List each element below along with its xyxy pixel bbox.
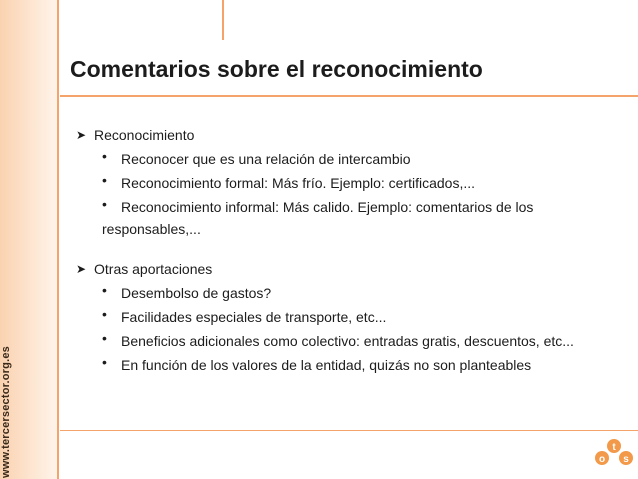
ots-logo-icon	[594, 436, 634, 476]
list-item	[76, 148, 616, 170]
list-item	[76, 306, 616, 328]
svg-text:s: s	[623, 454, 629, 465]
list-item-text: Facilidades especiales de transporte, etc...	[121, 309, 387, 325]
section-heading-text: Otras aportaciones	[94, 261, 213, 277]
list-item-text: En función de los valores de la entidad, quizás no son planteables	[121, 357, 532, 373]
top-accent-line	[222, 0, 224, 40]
dot-bullet-icon: •	[102, 196, 107, 212]
list-item-text: Reconocer que es una relación de intercambio	[121, 151, 411, 167]
list-item	[76, 282, 616, 304]
title-divider	[60, 95, 638, 97]
list-item	[76, 172, 616, 194]
dot-bullet-icon: •	[102, 306, 107, 322]
slide-title: Comentarios sobre el reconocimiento	[70, 56, 483, 82]
dot-bullet-icon: •	[102, 330, 107, 346]
dot-bullet-icon: •	[102, 282, 107, 298]
dot-bullet-icon: •	[102, 148, 107, 164]
slide-body	[76, 124, 616, 376]
list-item-text: Reconocimiento informal: Más calido. Ejemplo: comentarios de los	[121, 199, 534, 215]
arrow-bullet-icon: ➤	[76, 128, 87, 142]
list-item	[76, 196, 616, 218]
sidebar-divider	[57, 0, 59, 479]
arrow-bullet-icon: ➤	[76, 262, 87, 276]
dot-bullet-icon: •	[102, 354, 107, 370]
dot-bullet-icon: •	[102, 172, 107, 188]
list-item	[76, 354, 616, 376]
list-item-text: Beneficios adicionales como colectivo: entradas gratis, descuentos, etc...	[121, 333, 574, 349]
section-heading-text: Reconocimiento	[94, 127, 195, 143]
website-url: www.tercersector.org.es	[0, 346, 12, 478]
svg-text:o: o	[598, 454, 606, 465]
list-item-continuation: responsables,...	[102, 221, 201, 237]
section-heading	[76, 124, 616, 146]
svg-text:t: t	[612, 442, 616, 453]
footer-divider	[60, 430, 638, 431]
list-item-text: Desembolso de gastos?	[121, 285, 272, 301]
section-heading	[76, 258, 616, 280]
list-item-text: Reconocimiento formal: Más frío. Ejemplo: certificados,...	[121, 175, 476, 191]
list-item	[76, 330, 616, 352]
